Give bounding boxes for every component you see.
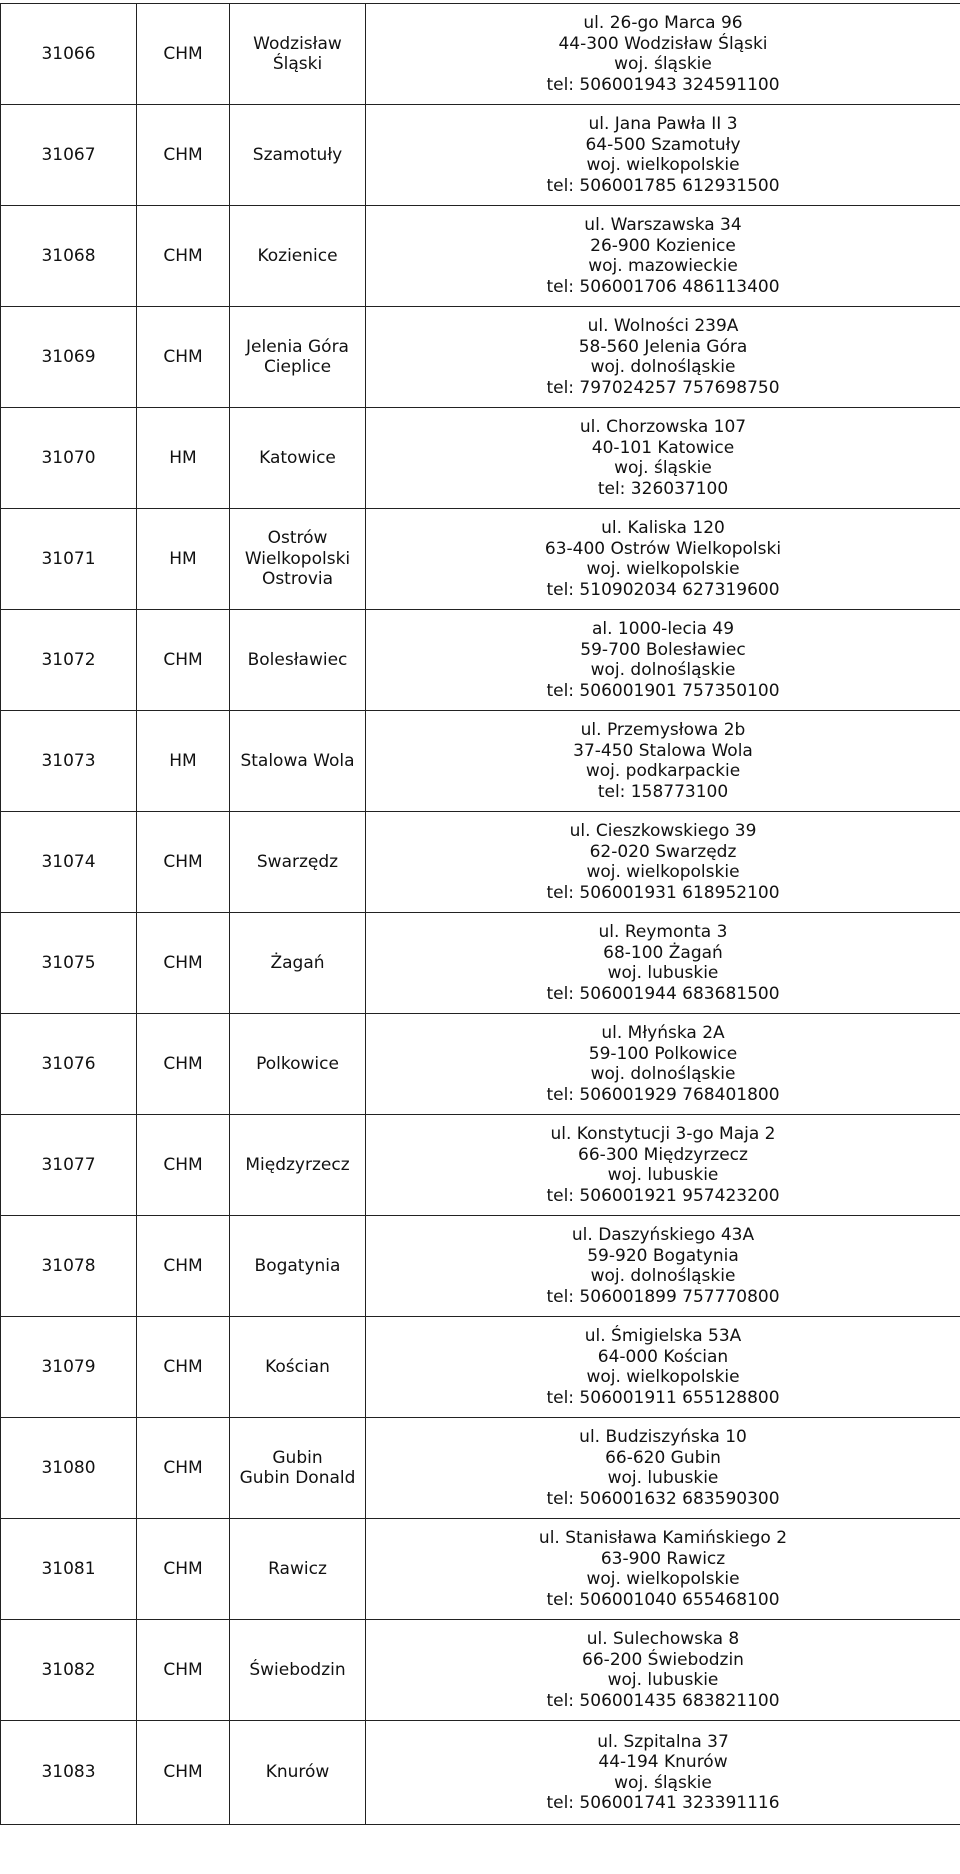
store-address-cell bbox=[366, 307, 960, 408]
address-line: woj. mazowieckie bbox=[588, 256, 738, 276]
table-row bbox=[1, 206, 960, 307]
store-address-cell bbox=[366, 1721, 960, 1825]
city-line: Stalowa Wola bbox=[240, 750, 355, 771]
store-id-cell: 31079 bbox=[1, 1317, 137, 1418]
store-city-cell bbox=[230, 1418, 366, 1519]
store-city-cell bbox=[230, 1317, 366, 1418]
address-line: 66-620 Gubin bbox=[605, 1447, 721, 1468]
address-line: ul. Cieszkowskiego 39 bbox=[569, 821, 757, 841]
store-id-cell: 31073 bbox=[1, 711, 137, 812]
store-id-cell: 31067 bbox=[1, 105, 137, 206]
address-line: 26-900 Kozienice bbox=[590, 235, 736, 256]
store-type-cell: CHM bbox=[137, 1014, 230, 1115]
address-line: 64-000 Kościan bbox=[597, 1346, 729, 1367]
store-address-cell bbox=[366, 1014, 960, 1115]
city-line: Bolesławiec bbox=[247, 649, 348, 670]
city-line: Szamotuły bbox=[252, 144, 343, 165]
store-type-cell: HM bbox=[137, 509, 230, 610]
table-row bbox=[1, 408, 960, 509]
address-line: ul. Jana Pawła II 3 bbox=[588, 114, 738, 134]
address-line: tel: 158773100 bbox=[597, 781, 729, 802]
address-line: ul. Chorzowska 107 bbox=[579, 417, 747, 437]
store-address-cell bbox=[366, 1216, 960, 1317]
store-city-cell bbox=[230, 1519, 366, 1620]
store-type-cell: CHM bbox=[137, 1317, 230, 1418]
address-line: woj. śląskie bbox=[614, 458, 712, 478]
address-line: woj. śląskie bbox=[614, 54, 712, 74]
address-line: ul. Przemysłowa 2b bbox=[580, 720, 746, 740]
city-line: Międzyrzecz bbox=[245, 1154, 350, 1175]
address-line: woj. podkarpackie bbox=[585, 761, 741, 781]
address-line: 64-500 Szamotuły bbox=[585, 134, 741, 155]
address-line: 63-900 Rawicz bbox=[600, 1548, 726, 1569]
store-list-body bbox=[1, 4, 960, 1825]
address-line: woj. dolnośląskie bbox=[590, 1064, 736, 1084]
table-row bbox=[1, 105, 960, 206]
store-id-cell: 31066 bbox=[1, 4, 137, 105]
table-row bbox=[1, 1620, 960, 1721]
address-line: 40-101 Katowice bbox=[591, 437, 735, 458]
city-line: Bogatynia bbox=[254, 1255, 341, 1276]
store-type-cell: CHM bbox=[137, 1216, 230, 1317]
store-address-cell bbox=[366, 913, 960, 1014]
address-line: ul. Śmigielska 53A bbox=[584, 1326, 742, 1346]
store-id-cell: 31080 bbox=[1, 1418, 137, 1519]
address-line: tel: 506001040 655468100 bbox=[546, 1589, 780, 1610]
address-line: ul. Młyńska 2A bbox=[601, 1023, 725, 1043]
city-line: Śląski bbox=[272, 54, 323, 74]
address-line: 58-560 Jelenia Góra bbox=[578, 336, 748, 357]
table-row bbox=[1, 610, 960, 711]
address-line: woj. wielkopolskie bbox=[586, 1569, 740, 1589]
address-line: tel: 506001785 612931500 bbox=[546, 175, 780, 196]
address-line: tel: 506001901 757350100 bbox=[546, 680, 780, 701]
store-city-cell bbox=[230, 711, 366, 812]
store-address-cell bbox=[366, 206, 960, 307]
store-type-cell: CHM bbox=[137, 1418, 230, 1519]
store-id-cell: 31077 bbox=[1, 1115, 137, 1216]
city-line: Gubin Donald bbox=[239, 1468, 356, 1488]
address-line: 59-700 Bolesławiec bbox=[580, 639, 746, 660]
store-list-table bbox=[0, 3, 960, 1825]
store-id-cell: 31072 bbox=[1, 610, 137, 711]
address-line: woj. wielkopolskie bbox=[586, 862, 740, 882]
address-line: ul. Stanisława Kamińskiego 2 bbox=[538, 1528, 788, 1548]
address-line: woj. lubuskie bbox=[607, 1670, 719, 1690]
address-line: woj. lubuskie bbox=[607, 963, 719, 983]
table-row bbox=[1, 812, 960, 913]
store-type-cell: HM bbox=[137, 711, 230, 812]
store-city-cell bbox=[230, 307, 366, 408]
store-type-cell: CHM bbox=[137, 913, 230, 1014]
address-line: tel: 797024257 757698750 bbox=[546, 377, 780, 398]
store-type-cell: CHM bbox=[137, 307, 230, 408]
address-line: tel: 506001921 957423200 bbox=[546, 1185, 780, 1206]
table-row bbox=[1, 4, 960, 105]
store-type-cell: HM bbox=[137, 408, 230, 509]
table-row bbox=[1, 1317, 960, 1418]
city-line: Ostrovia bbox=[261, 569, 334, 590]
address-line: ul. Daszyńskiego 43A bbox=[571, 1225, 755, 1245]
store-id-cell: 31082 bbox=[1, 1620, 137, 1721]
address-line: tel: 506001944 683681500 bbox=[546, 983, 780, 1004]
address-line: woj. śląskie bbox=[614, 1772, 712, 1793]
city-line: Jelenia Góra bbox=[246, 336, 349, 357]
city-line: Rawicz bbox=[268, 1558, 327, 1579]
store-id-cell: 31078 bbox=[1, 1216, 137, 1317]
store-type-cell: CHM bbox=[137, 105, 230, 206]
address-line: ul. Warszawska 34 bbox=[584, 215, 742, 235]
store-id-cell: 31075 bbox=[1, 913, 137, 1014]
store-id-cell: 31081 bbox=[1, 1519, 137, 1620]
store-address-cell bbox=[366, 1115, 960, 1216]
store-id-cell: 31083 bbox=[1, 1721, 137, 1825]
address-line: ul. Konstytucji 3-go Maja 2 bbox=[550, 1124, 776, 1144]
store-type-cell: CHM bbox=[137, 1519, 230, 1620]
store-city-cell bbox=[230, 4, 366, 105]
store-type-cell: CHM bbox=[137, 1721, 230, 1825]
address-line: tel: 506001741 323391116 bbox=[546, 1793, 780, 1813]
address-line: 66-200 Świebodzin bbox=[582, 1649, 744, 1670]
store-type-cell: CHM bbox=[137, 610, 230, 711]
address-line: ul. Reymonta 3 bbox=[598, 922, 728, 942]
address-line: ul. Budziszyńska 10 bbox=[579, 1427, 747, 1447]
address-line: tel: 506001929 768401800 bbox=[546, 1084, 780, 1105]
address-line: woj. dolnośląskie bbox=[590, 1266, 736, 1286]
address-line: woj. wielkopolskie bbox=[586, 1367, 740, 1387]
address-line: 62-020 Swarzędz bbox=[589, 841, 737, 862]
store-city-cell bbox=[230, 812, 366, 913]
table-row bbox=[1, 1014, 960, 1115]
address-line: tel: 506001943 324591100 bbox=[546, 74, 780, 95]
table-row bbox=[1, 509, 960, 610]
address-line: tel: 506001632 683590300 bbox=[546, 1488, 780, 1509]
store-address-cell bbox=[366, 610, 960, 711]
store-address-cell bbox=[366, 408, 960, 509]
city-line: Ostrów bbox=[267, 528, 328, 549]
store-type-cell: CHM bbox=[137, 206, 230, 307]
address-line: 37-450 Stalowa Wola bbox=[573, 740, 753, 761]
store-city-cell bbox=[230, 1014, 366, 1115]
address-line: tel: 506001899 757770800 bbox=[546, 1286, 780, 1307]
store-address-cell bbox=[366, 711, 960, 812]
address-line: ul. Kaliska 120 bbox=[601, 518, 725, 538]
store-type-cell: CHM bbox=[137, 812, 230, 913]
store-address-cell bbox=[366, 812, 960, 913]
address-line: tel: 510902034 627319600 bbox=[546, 579, 780, 600]
address-line: ul. Szpitalna 37 bbox=[597, 1731, 729, 1752]
address-line: 44-300 Wodzisław Śląski bbox=[558, 33, 768, 54]
table-row bbox=[1, 1216, 960, 1317]
address-line: woj. dolnośląskie bbox=[590, 357, 736, 377]
address-line: ul. 26-go Marca 96 bbox=[583, 13, 743, 33]
store-city-cell bbox=[230, 1620, 366, 1721]
store-id-cell: 31070 bbox=[1, 408, 137, 509]
city-line: Wielkopolski bbox=[244, 548, 351, 569]
city-line: Polkowice bbox=[256, 1053, 339, 1074]
store-city-cell bbox=[230, 1721, 366, 1825]
store-address-cell bbox=[366, 1418, 960, 1519]
store-city-cell bbox=[230, 610, 366, 711]
address-line: woj. wielkopolskie bbox=[586, 559, 740, 579]
city-line: Gubin bbox=[272, 1447, 323, 1468]
address-line: tel: 506001911 655128800 bbox=[546, 1387, 780, 1408]
city-line: Cieplice bbox=[263, 357, 332, 377]
table-row bbox=[1, 1519, 960, 1620]
store-address-cell bbox=[366, 4, 960, 105]
city-line: Żagań bbox=[270, 952, 325, 973]
city-line: Knurów bbox=[265, 1762, 330, 1783]
address-line: 68-100 Żagań bbox=[603, 942, 723, 963]
table-row bbox=[1, 307, 960, 408]
table-row bbox=[1, 1115, 960, 1216]
store-address-cell bbox=[366, 1317, 960, 1418]
table-row bbox=[1, 913, 960, 1014]
address-line: ul. Wolności 239A bbox=[587, 316, 739, 336]
address-line: al. 1000-lecia 49 bbox=[591, 619, 735, 639]
address-line: woj. dolnośląskie bbox=[590, 660, 736, 680]
address-line: ul. Sulechowska 8 bbox=[586, 1629, 740, 1649]
store-city-cell bbox=[230, 206, 366, 307]
city-line: Wodzisław bbox=[253, 33, 342, 54]
table-row bbox=[1, 1418, 960, 1519]
store-city-cell bbox=[230, 1216, 366, 1317]
store-type-cell: CHM bbox=[137, 1115, 230, 1216]
address-line: 63-400 Ostrów Wielkopolski bbox=[544, 538, 782, 559]
store-city-cell bbox=[230, 105, 366, 206]
city-line: Swarzędz bbox=[256, 851, 339, 872]
address-line: woj. lubuskie bbox=[607, 1468, 719, 1488]
store-id-cell: 31076 bbox=[1, 1014, 137, 1115]
store-city-cell bbox=[230, 913, 366, 1014]
address-line: 59-920 Bogatynia bbox=[587, 1245, 739, 1266]
city-line: Kościan bbox=[265, 1356, 330, 1377]
store-city-cell bbox=[230, 509, 366, 610]
address-line: woj. wielkopolskie bbox=[586, 155, 740, 175]
store-type-cell: CHM bbox=[137, 4, 230, 105]
store-id-cell: 31071 bbox=[1, 509, 137, 610]
city-line: Kozienice bbox=[257, 245, 338, 266]
store-city-cell bbox=[230, 1115, 366, 1216]
store-address-cell bbox=[366, 509, 960, 610]
address-line: 59-100 Polkowice bbox=[588, 1043, 738, 1064]
store-id-cell: 31068 bbox=[1, 206, 137, 307]
store-type-cell: CHM bbox=[137, 1620, 230, 1721]
store-address-cell bbox=[366, 105, 960, 206]
table-row bbox=[1, 711, 960, 812]
address-line: tel: 506001931 618952100 bbox=[546, 882, 780, 903]
store-city-cell bbox=[230, 408, 366, 509]
store-address-cell bbox=[366, 1620, 960, 1721]
address-line: 44-194 Knurów bbox=[598, 1752, 728, 1772]
city-line: Świebodzin bbox=[249, 1659, 346, 1680]
store-id-cell: 31074 bbox=[1, 812, 137, 913]
city-line: Katowice bbox=[259, 447, 336, 468]
address-line: tel: 506001706 486113400 bbox=[546, 276, 780, 297]
address-line: tel: 326037100 bbox=[597, 478, 729, 499]
table-row bbox=[1, 1721, 960, 1825]
store-address-cell bbox=[366, 1519, 960, 1620]
address-line: woj. lubuskie bbox=[607, 1165, 719, 1185]
address-line: 66-300 Międzyrzecz bbox=[578, 1144, 748, 1165]
address-line: tel: 506001435 683821100 bbox=[546, 1690, 780, 1711]
store-id-cell: 31069 bbox=[1, 307, 137, 408]
